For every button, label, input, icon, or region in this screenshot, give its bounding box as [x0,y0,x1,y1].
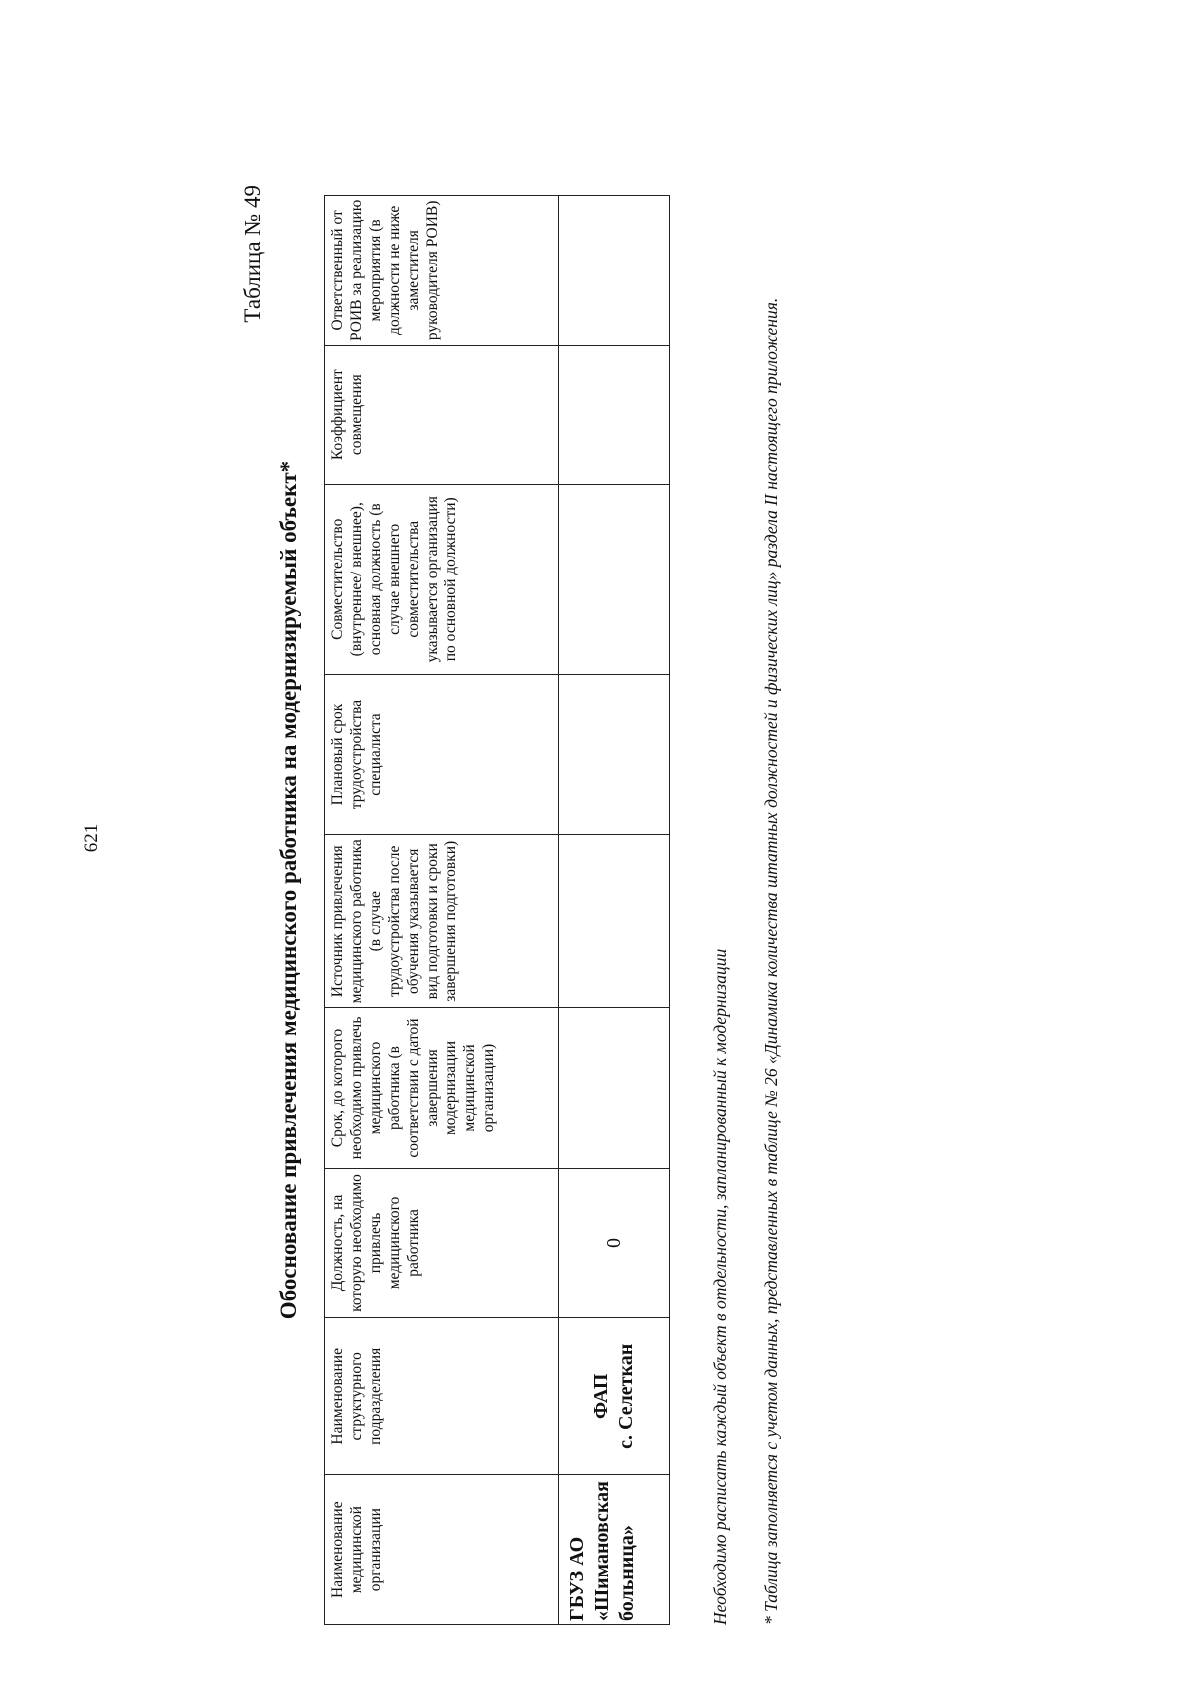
header-deadline: Срок, до которого необходимо привлечь медицинского работника (в соответствии с датой завершения модернизации медицинской организации) [325,1008,559,1168]
table-row [559,196,670,1625]
org-line: больница» [616,1525,638,1621]
footnote-text: * Таблица заполняется с учетом данных, представленных в таблице № 26 «Динамика количества штатных должностей и физических лиц» раздела II настоящего приложения. [761,297,781,1625]
org-line: «Шимановская [591,1481,613,1621]
table-container [324,195,670,1625]
dept-line: ФАП [590,1373,612,1420]
cell-dept [559,1318,670,1475]
dept-line: с. Селеткан [615,1343,637,1449]
table-number: Таблица № 49 [240,185,265,323]
header-row [325,196,559,1625]
cell-deadline [559,1008,670,1168]
note-text: Необходимо расписать каждый объект в отдельности, запланированный к модернизации [710,948,730,1625]
header-coefficient: Коэффициент совмещения [325,345,559,484]
header-combination: Совместительство (внутреннее/ внешнее), основная должность (в случае внешнего совместительства указывается организация по основной должности) [325,484,559,674]
header-org: Наименование медицинской организации [325,1475,559,1625]
header-responsible: Ответственный от РОИВ за реализацию мероприятия (в должности не ниже заместителя руководителя РОИВ) [325,196,559,346]
table-title: Обоснование привлечения медицинского работника на модернизируемый объект* [276,460,301,1320]
cell-org [559,1475,670,1625]
header-dept: Наименование структурного подразделения [325,1318,559,1475]
header-position: Должность, на которую необходимо привлечь медицинского работника [325,1168,559,1318]
cell-planned-date [559,674,670,834]
cell-responsible [559,196,670,346]
header-planned-date: Плановый срок трудоустройства специалиста [325,674,559,834]
page-number: 621 [81,823,102,853]
header-source: Источник привлечения медицинского работника (в случае трудоустройства после обучения указывается вид подготовки и сроки завершения подготовки) [325,835,559,1008]
cell-source [559,835,670,1008]
cell-combination [559,484,670,674]
justification-table [324,195,670,1625]
org-line: ГБУЗ АО [566,1536,588,1621]
cell-coefficient [559,345,670,484]
cell-position: 0 [559,1168,670,1318]
document-content [240,155,960,1625]
